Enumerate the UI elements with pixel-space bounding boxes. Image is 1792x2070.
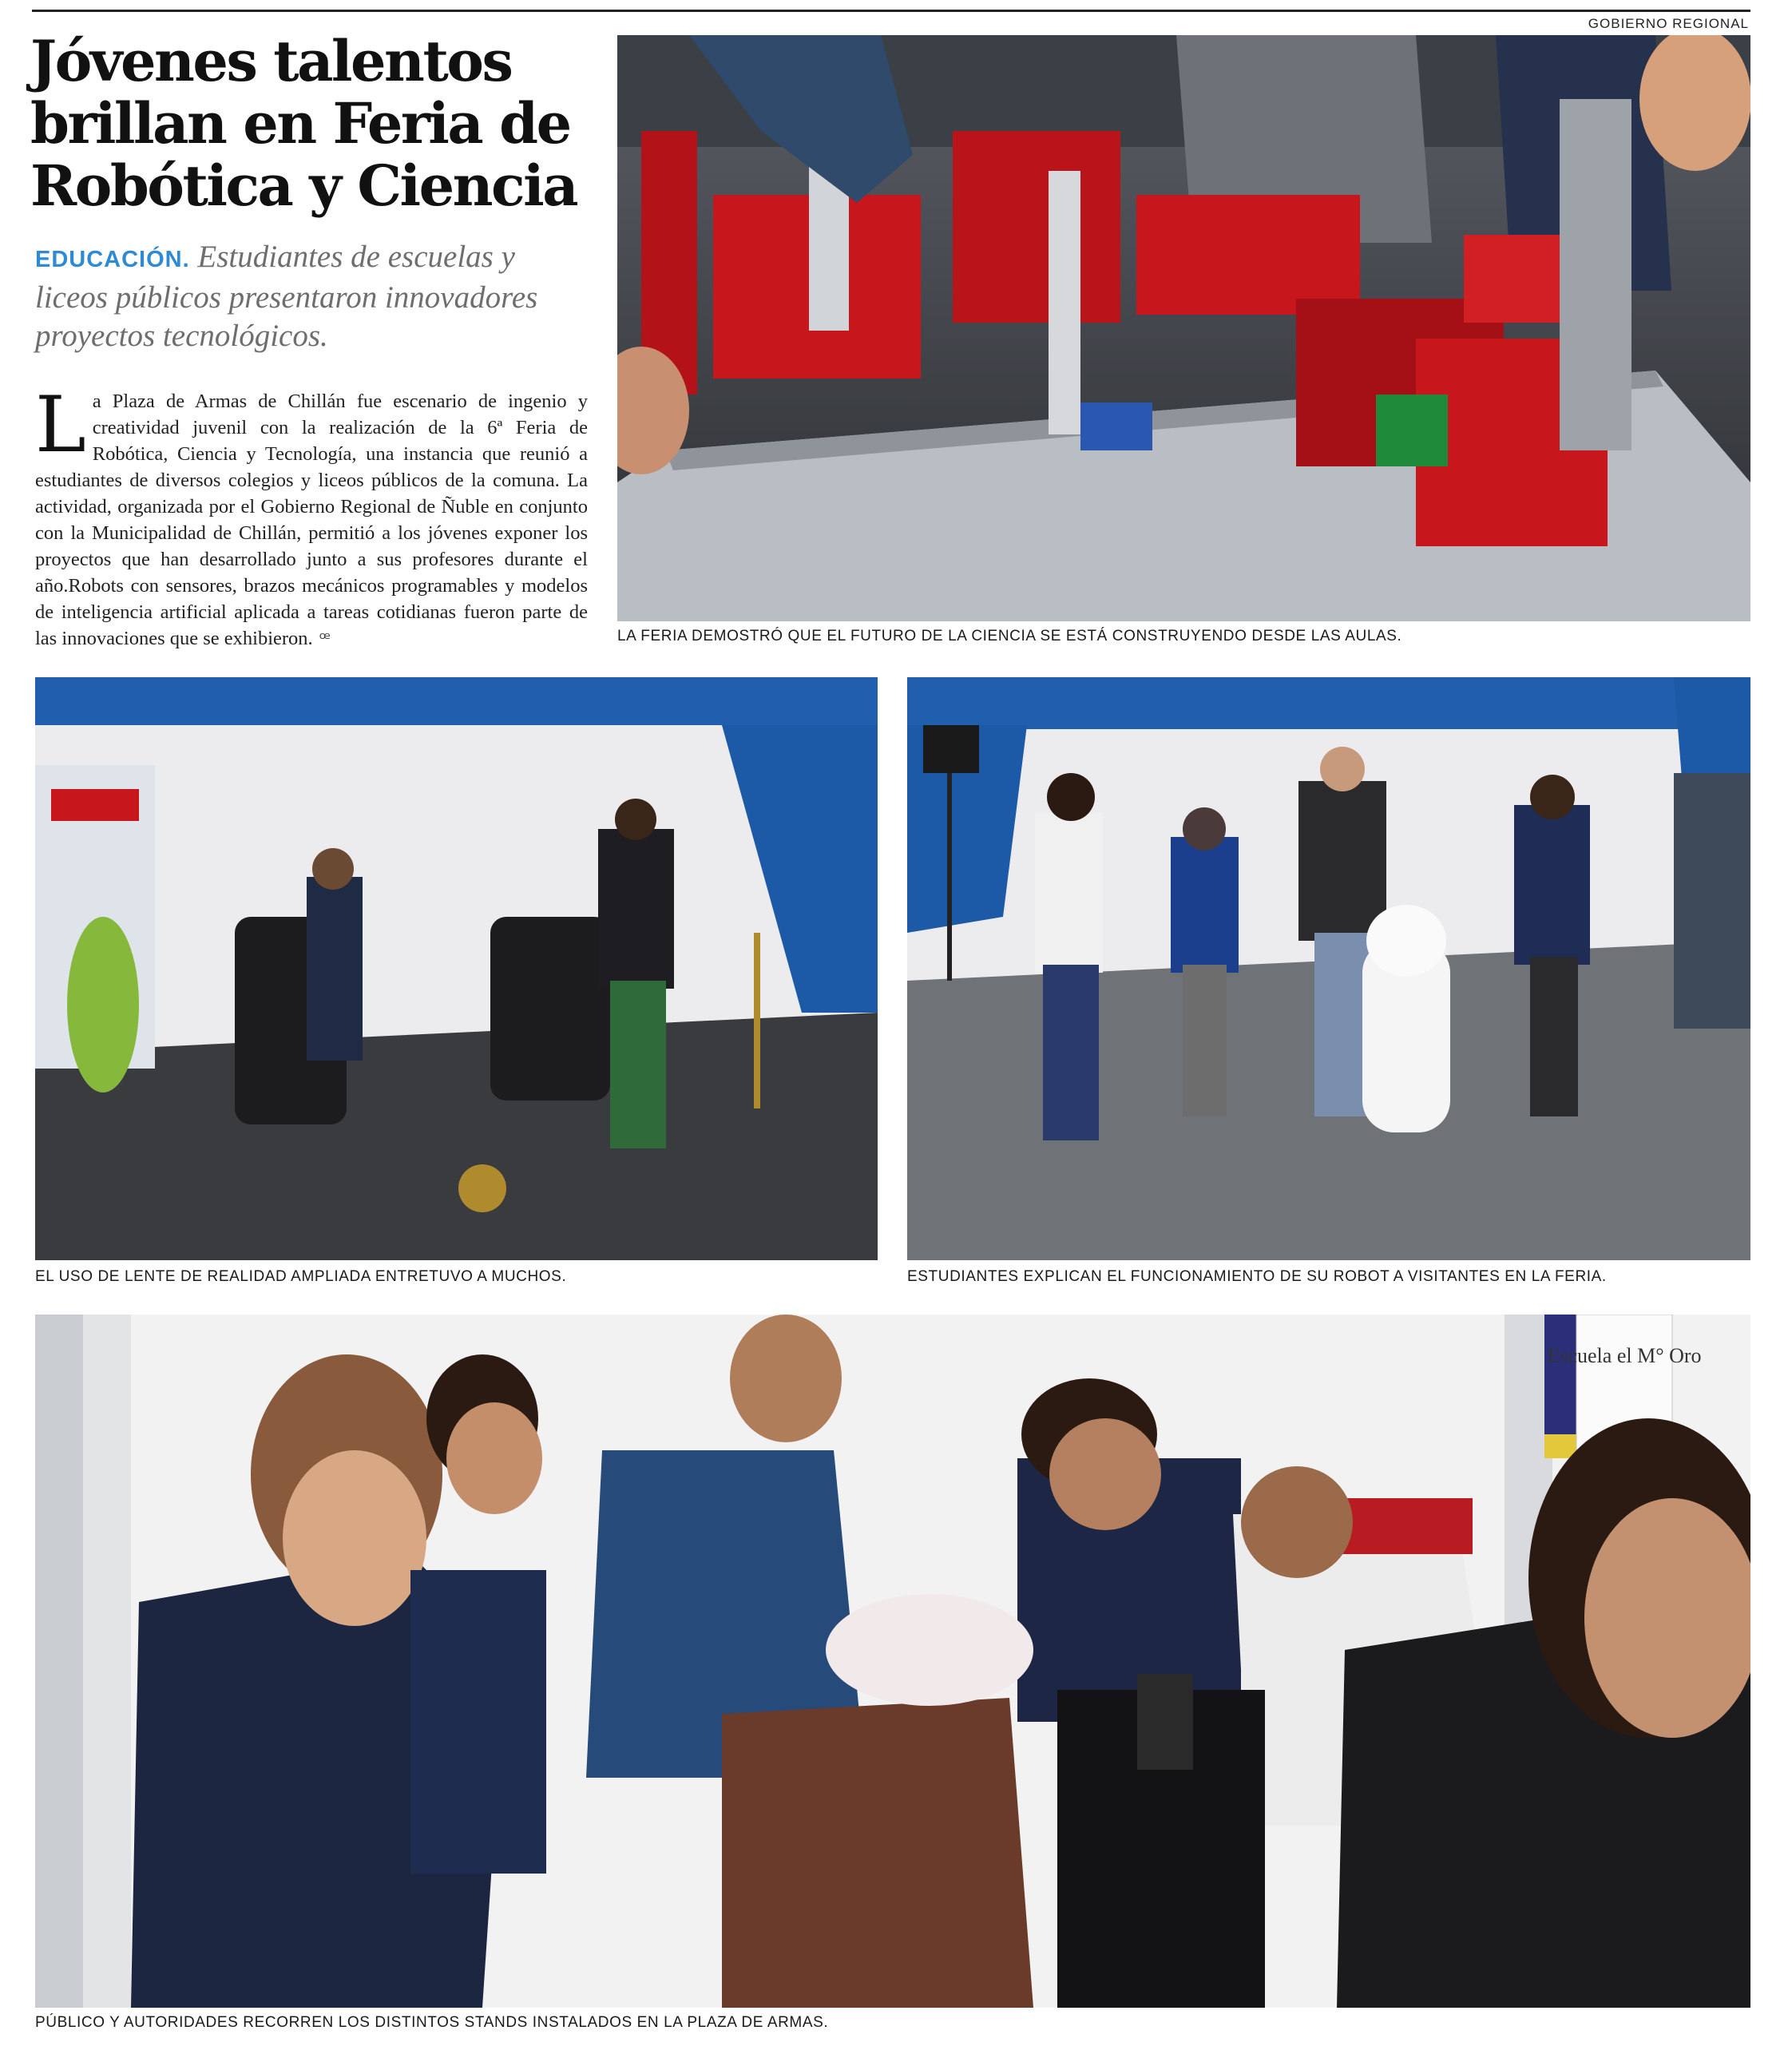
caption-robot: ESTUDIANTES EXPLICAN EL FUNCIONAMIENTO DE SU ROBOT A VISITANTES EN LA FERIA. (907, 1268, 1607, 1285)
deck (35, 238, 586, 355)
photo-vr (35, 677, 878, 1260)
photo-robot (907, 677, 1750, 1260)
headline: Jóvenes talentos brillan en Feria de Robótica y Ciencia (30, 28, 577, 219)
photo-stands (35, 1315, 1750, 2008)
kicker: EDUCACIÓN. (35, 247, 190, 272)
caption-stands: PÚBLICO Y AUTORIDADES RECORREN LOS DISTINTOS STANDS INSTALADOS EN LA PLAZA DE ARMAS. (35, 2014, 829, 2031)
deck-text: Estudiantes de escuelas y liceos públicos presentaron innovadores proyectos tecnológicos. (35, 240, 538, 353)
section-tag: GOBIERNO REGIONAL (1588, 16, 1749, 31)
photo-robotics (617, 35, 1750, 621)
end-mark-icon: ꟹ (319, 629, 331, 649)
drop-cap: L (35, 380, 86, 470)
caption-vr: EL USO DE LENTE DE REALIDAD AMPLIADA ENTRETUVO A MUCHOS. (35, 1268, 567, 1285)
top-rule (32, 10, 1750, 12)
article-body (35, 380, 588, 652)
stand-sign: Escuela el M° Oro (1547, 1344, 1702, 1367)
caption-robotics: LA FERIA DEMOSTRÓ QUE EL FUTURO DE LA CIENCIA SE ESTÁ CONSTRUYENDO DESDE LAS AULAS. (617, 628, 1402, 644)
body-text: a Plaza de Armas de Chillán fue escenario de ingenio y creatividad juvenil con la realización de la 6ª Feria de Robótica, Ciencia y Tecnología, una instancia que reunió a estudiantes de diversos colegios y liceos públicos de la comuna. La actividad, organizada por el Gobierno Regional de Ñuble en conjunto con la Municipalidad de Chillán, permitió a los jóvenes exponer los proyectos que han desarrollado junto a sus profesores durante el año.Robots con sensores, brazos mecánicos programables y modelos de inteligencia artificial aplicada a tareas cotidianas fueron parte de las innovaciones que se exhibieron. (35, 391, 588, 649)
